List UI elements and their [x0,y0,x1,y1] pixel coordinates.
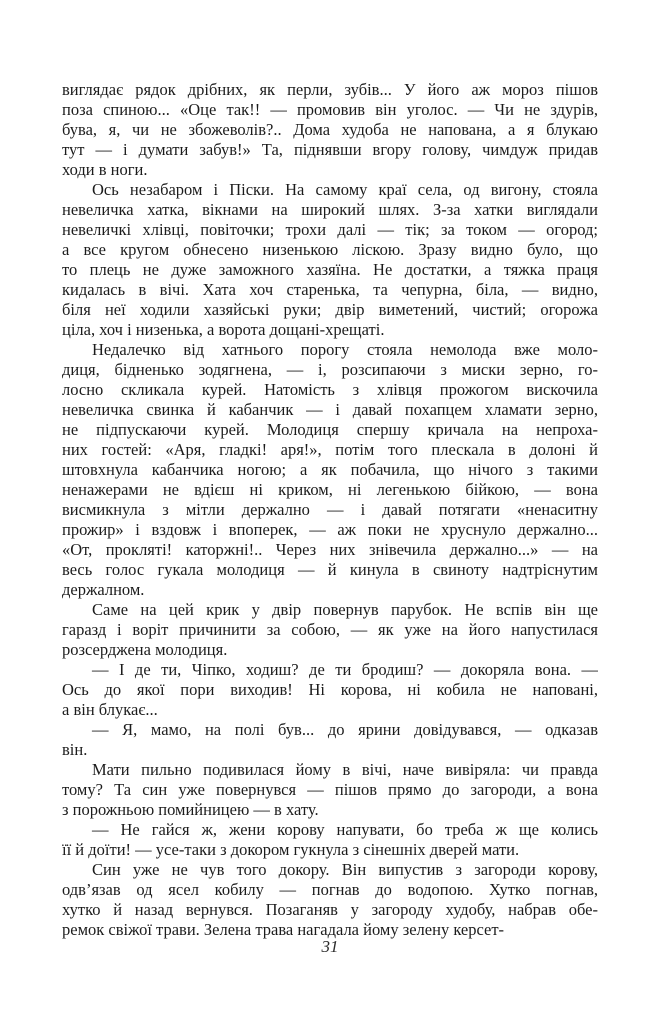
text-line: виглядає рядок дрібних, як перли, зубів... У його аж мороз пішов [62,80,598,99]
text-line: невеличка свинка й кабанчик — і давай похапцем хламати зерно, [62,400,598,419]
text-line: диця, бідненько зодягнена, — і, розсипаючи з миски зерно, го- [62,360,598,379]
text-line: — І де ти, Чіпко, ходиш? де ти бродиш? — докоряла вона. — [92,660,598,679]
text-line: ходи в ноги. [62,160,148,179]
page-text [62,80,598,940]
text-line: Ось до якої пори виходив! Ні корова, ні кобила не наповані, [62,680,598,699]
text-line: весь голос гукала молодиця — й кинула в свиноту надтріснутим [62,560,598,579]
text-line: Саме на цей крик у двір повернув парубок. Не вспів він ще [92,600,598,619]
text-line: них гостей: «Аря, гладкі! аря!», потім того плескала в долоні й [62,440,598,459]
text-line: то плець не дуже заможного хазяїна. Не достатки, а тяжка праця [62,260,598,279]
text-line: поза спиною... «Оце так!! — промовив він уголос. — Чи не здурів, [62,100,598,119]
text-line: з порожньою помийницею — в хату. [62,800,319,819]
text-line: хутко й назад вернувся. Позаганяв у загороду худобу, набрав обе- [62,900,598,919]
text-line: Ось незабаром і Піски. На самому краї села, од вигону, стояла [92,180,598,199]
text-line: ціла, хоч і низенька, а ворота дощані-хрещаті. [62,320,385,339]
text-line: Син уже не чув того докору. Він випустив з загороди корову, [92,860,598,879]
page-number: 31 [321,937,339,956]
text-line: прожир» і вздовж і впоперек, — аж поки не хруснуло держално... [62,520,598,539]
text-line: лосно скликала курей. Натомість з хлівця прожогом вискочила [62,380,598,399]
text-line: висмикнула з мітли держално — і давай потягати «ненаситну [62,500,598,519]
text-line: Недалечко від хатнього порогу стояла немолода вже моло- [92,340,598,359]
text-line: її й доїти! — усе-таки з докором гукнула з сінешніх дверей мати. [62,840,520,859]
text-line: держалном. [62,580,145,599]
text-line: невеличка хатка, вікнами на широкий шлях. З-за хатки виглядали [62,200,598,219]
text-line: він. [62,740,88,759]
text-line: — Не гайся ж, жени корову напувати, бо треба ж ще колись [92,820,598,839]
text-line: — Я, мамо, на полі був... до ярини довідувався, — одказав [92,720,598,739]
text-line: біля неї ходили хазяйські руки; двір виметений, чистий; огорожа [62,300,598,319]
text-line: тут — і думати забув!» Та, піднявши вгору голову, чимдуж придав [62,140,598,159]
text-line: невеличкі хлівці, повіточки; трохи далі — тік; за током — огород; [62,220,598,239]
text-line: одв’язав од ясел кобилу — погнав до водопою. Хутко погнав, [62,880,598,899]
text-line: «От, прокляті! каторжні!.. Через них знівечила держално...» — на [62,540,598,559]
text-line: Мати пильно подивилася йому в вічі, наче вивіряла: чи правда [92,760,598,779]
text-line: тому? Та син уже повернувся — пішов прямо до загороди, а вона [62,780,598,799]
text-line: штовхнула кабанчика ногою; а як побачила, що нічого з такими [62,460,598,479]
text-line: не підпускаючи курей. Молодиця спершу кричала на непроха- [62,420,598,439]
text-line: ремок свіжої трави. Зелена трава нагадала йому зелену керсет- [62,920,505,939]
text-line: бува, я, чи не збожеволів?.. Дома худоба не напована, а я блукаю [62,120,598,139]
text-line: ненажерами не вдієш ні криком, ні легенькою бійкою, — вона [62,480,598,499]
text-line: гаразд і воріт причинити за собою, — як уже на його напустилася [62,620,598,639]
text-line: розсерджена молодиця. [62,640,228,659]
text-line: кидалась в вічі. Хата хоч старенька, та чепурна, біла, — видно, [62,280,598,299]
text-line: а все кругом обнесено низенькою ліскою. Зразу видно було, що [62,240,598,259]
text-line: а він блукає... [62,700,158,719]
